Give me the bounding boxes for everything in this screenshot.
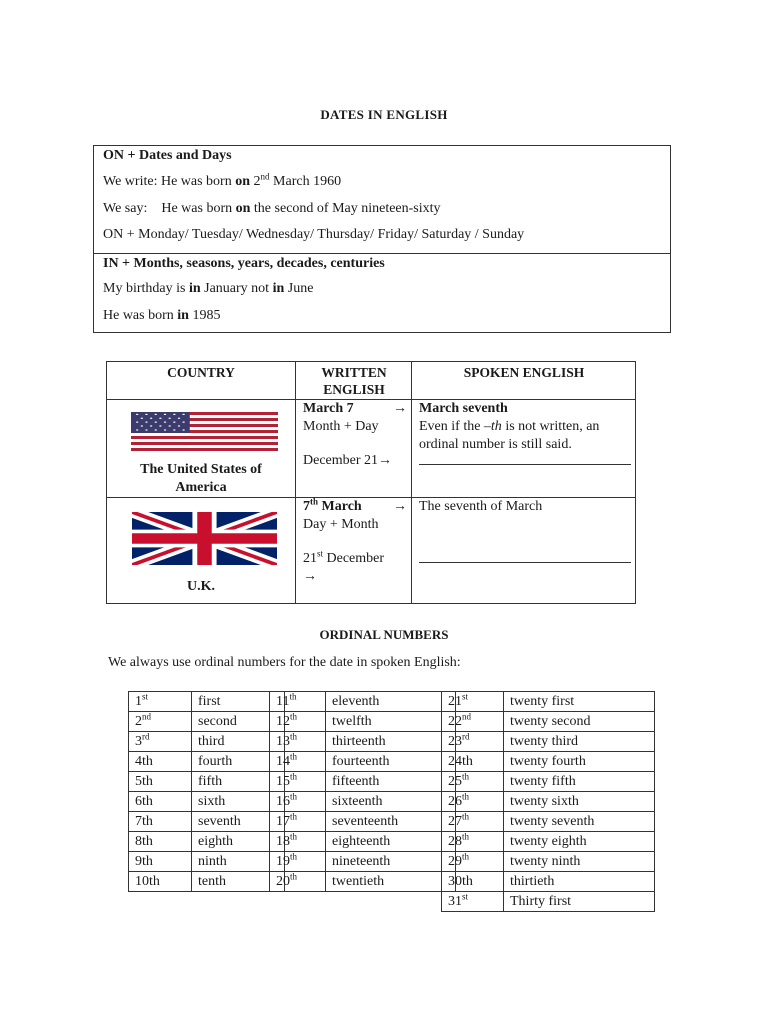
uk-spoken-cell: The seventh of March xyxy=(419,498,631,563)
ordinal-number: 13th xyxy=(270,732,326,752)
ordinal-number: 4th xyxy=(129,752,192,772)
table-row xyxy=(270,692,456,712)
table-row xyxy=(129,752,285,772)
ordinal-number: 8th xyxy=(129,832,192,852)
ordinal-word: Thirty first xyxy=(504,892,655,912)
table-row xyxy=(270,792,456,812)
table-row xyxy=(129,712,285,732)
ordinal-number: 2nd xyxy=(129,712,192,732)
ordinal-word: nineteenth xyxy=(326,852,456,872)
table-row xyxy=(270,832,456,852)
ordinal-word: fourteenth xyxy=(326,752,456,772)
ordinal-number: 30th xyxy=(442,872,504,892)
ordinal-table-1-10 xyxy=(128,691,285,892)
we-say-line: We say: He was born on the second of May nineteen-sixty xyxy=(103,201,441,216)
ordinal-word: twenty third xyxy=(504,732,655,752)
ordinal-number: 11th xyxy=(270,692,326,712)
table-row xyxy=(129,772,285,792)
ordinal-number: 27th xyxy=(442,812,504,832)
ordinal-word: sixteenth xyxy=(326,792,456,812)
ordinal-word: seventeenth xyxy=(326,812,456,832)
ordinal-word: first xyxy=(192,692,285,712)
ordinal-word: fourth xyxy=(192,752,285,772)
ordinal-number: 23rd xyxy=(442,732,504,752)
ordinal-word: eighth xyxy=(192,832,285,852)
ordinal-number: 9th xyxy=(129,852,192,872)
ordinal-word: twenty seventh xyxy=(504,812,655,832)
ordinal-number: 19th xyxy=(270,852,326,872)
us-answer-line xyxy=(419,464,631,465)
table-row xyxy=(442,832,655,852)
on-days-line: ON + Monday/ Tuesday/ Wednesday/ Thursday/ Friday/ Saturday / Sunday xyxy=(103,227,525,242)
us-written-cell: March 7 → Month + Day December 21→ xyxy=(303,401,407,468)
ordinal-number: 21st xyxy=(442,692,504,712)
ordinal-number: 28th xyxy=(442,832,504,852)
ordinal-word: twenty second xyxy=(504,712,655,732)
ordinal-word: thirtieth xyxy=(504,872,655,892)
ordinal-number: 25th xyxy=(442,772,504,792)
table-row xyxy=(129,812,285,832)
ordinal-word: twenty sixth xyxy=(504,792,655,812)
table-row xyxy=(270,852,456,872)
ordinal-number: 7th xyxy=(129,812,192,832)
header-spoken: SPOKEN ENGLISH xyxy=(463,365,585,380)
table-row xyxy=(129,732,285,752)
ordinal-word: twenty eighth xyxy=(504,832,655,852)
in-heading: IN + Months, seasons, years, decades, centuries xyxy=(103,256,385,271)
ordinal-number: 10th xyxy=(129,872,192,892)
ordinal-intro: We always use ordinal numbers for the date in spoken English: xyxy=(108,655,461,670)
prepositions-box xyxy=(93,145,671,333)
ordinal-number: 6th xyxy=(129,792,192,812)
table-row xyxy=(270,712,456,732)
ordinal-number: 1st xyxy=(129,692,192,712)
table-row xyxy=(442,812,655,832)
ordinal-word: tenth xyxy=(192,872,285,892)
ordinal-word: twelfth xyxy=(326,712,456,732)
ordinal-word: twenty ninth xyxy=(504,852,655,872)
uk-flag-icon xyxy=(132,512,277,565)
ordinal-number: 20th xyxy=(270,872,326,892)
ordinal-word: thirteenth xyxy=(326,732,456,752)
ordinal-word: twenty first xyxy=(504,692,655,712)
us-spoken-cell: March seventh Even if the –th is not written, an ordinal number is still said. xyxy=(419,400,631,465)
ordinal-number: 22nd xyxy=(442,712,504,732)
ordinal-number: 15th xyxy=(270,772,326,792)
uk-country-label: U.K. xyxy=(187,579,215,594)
table-row xyxy=(442,852,655,872)
on-heading: ON + Dates and Days xyxy=(103,148,232,163)
ordinal-word: twenty fifth xyxy=(504,772,655,792)
ordinal-word: twentieth xyxy=(326,872,456,892)
ordinal-word: fifteenth xyxy=(326,772,456,792)
ordinal-number: 29th xyxy=(442,852,504,872)
ordinal-word: eleventh xyxy=(326,692,456,712)
ordinal-number: 3rd xyxy=(129,732,192,752)
table-row xyxy=(442,872,655,892)
we-write-line: We write: He was born on 2nd March 1960 xyxy=(103,171,342,189)
uk-answer-line xyxy=(419,562,631,563)
ordinal-word: sixth xyxy=(192,792,285,812)
table-row xyxy=(442,772,655,792)
ordinal-word: third xyxy=(192,732,285,752)
ordinal-word: seventh xyxy=(192,812,285,832)
table-row xyxy=(442,752,655,772)
ordinal-word: second xyxy=(192,712,285,732)
table-row xyxy=(129,872,285,892)
ordinal-number: 31st xyxy=(442,892,504,912)
ordinal-number: 26th xyxy=(442,792,504,812)
ordinal-number: 5th xyxy=(129,772,192,792)
ordinal-word: ninth xyxy=(192,852,285,872)
table-row xyxy=(270,812,456,832)
ordinal-number: 17th xyxy=(270,812,326,832)
table-row xyxy=(129,852,285,872)
us-country-label: The United States of America xyxy=(140,462,262,495)
table-row xyxy=(442,712,655,732)
us-flag-icon xyxy=(131,412,278,451)
table-row xyxy=(270,732,456,752)
ordinal-word: eighteenth xyxy=(326,832,456,852)
ordinal-title: ORDINAL NUMBERS xyxy=(319,627,449,642)
ordinal-word: twenty fourth xyxy=(504,752,655,772)
header-written: WRITTEN ENGLISH xyxy=(321,365,387,397)
uk-written-cell: 7th March → Day + Month 21st December → xyxy=(303,496,407,584)
ordinal-number: 14th xyxy=(270,752,326,772)
table-row xyxy=(270,872,456,892)
ordinal-table-11-20 xyxy=(269,691,456,892)
table-row xyxy=(442,892,655,912)
ordinal-number: 18th xyxy=(270,832,326,852)
ordinal-number: 16th xyxy=(270,792,326,812)
ordinal-number: 24th xyxy=(442,752,504,772)
table-row xyxy=(129,692,285,712)
page-title: DATES IN ENGLISH xyxy=(320,107,448,122)
table-row xyxy=(442,792,655,812)
ordinal-number: 12th xyxy=(270,712,326,732)
on-section xyxy=(94,146,670,254)
birthday-line: My birthday is in January not in June xyxy=(103,281,314,296)
table-row xyxy=(270,752,456,772)
born-line: He was born in 1985 xyxy=(103,308,221,323)
ordinal-word: fifth xyxy=(192,772,285,792)
table-row xyxy=(442,732,655,752)
table-row xyxy=(129,792,285,812)
country-date-table xyxy=(106,361,636,604)
table-row xyxy=(129,832,285,852)
ordinal-table-21-31 xyxy=(441,691,655,912)
table-row xyxy=(270,772,456,792)
header-country: COUNTRY xyxy=(167,365,235,380)
table-row xyxy=(442,692,655,712)
